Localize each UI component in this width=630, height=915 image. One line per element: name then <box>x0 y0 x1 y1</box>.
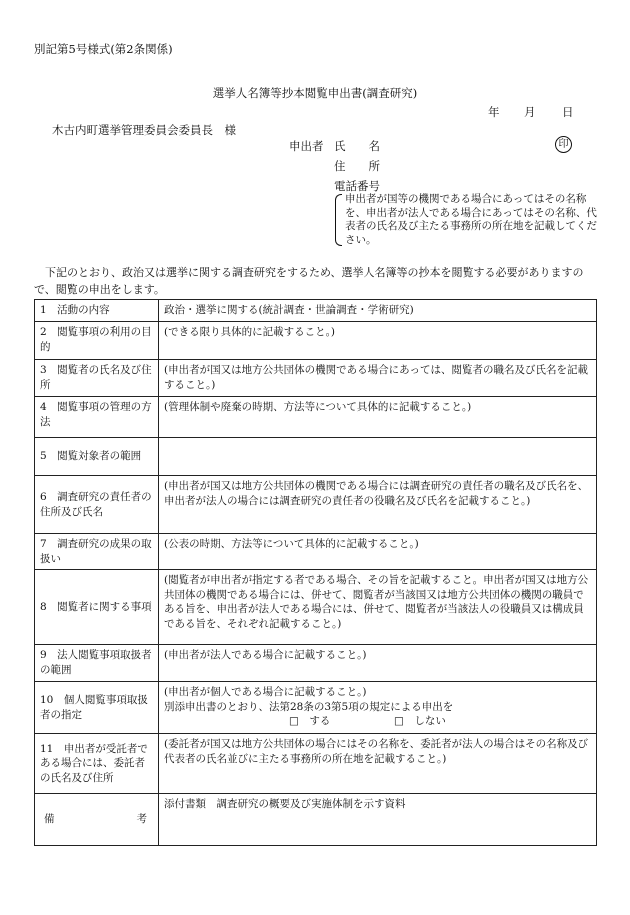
row-label-text: 2 閲覧事項の利用の目的 <box>40 326 152 353</box>
remarks-content[interactable] <box>159 794 597 846</box>
remarks-label-left: 備 <box>44 813 55 826</box>
row-content-text: (閲覧者が申出者が指定する者である場合、その旨を記載すること。申出者が国又は地方公共団体の機関である場合には、併せて、閲覧者が当該国又は地方公共団体の機関の職員である旨を、申出者が法人である場合には、併せて、閲覧者が当該法人の役職員又は構成員である旨を、それぞれ記載すること。) <box>164 574 589 630</box>
applicant-label: 申出者 <box>289 139 324 153</box>
remarks-label-right: 考 <box>136 813 147 826</box>
row-content[interactable] <box>159 734 597 794</box>
row-content[interactable] <box>159 322 597 360</box>
row-content[interactable] <box>159 534 597 570</box>
note-bracket <box>335 194 342 246</box>
row-label-text: 11 申出者が受託者である場合には、委託者の氏名及び住所 <box>40 742 148 784</box>
row-label-text: 5 閲覧対象者の範囲 <box>40 450 142 463</box>
row-content-text: (申出者が法人である場合に記載すること。) <box>164 649 367 661</box>
row-label-text: 10 個人閲覧事項取扱者の指定 <box>40 694 148 721</box>
applicant-address-label: 住 所 <box>334 159 380 173</box>
row-label <box>35 682 159 734</box>
remarks-label-wrap <box>40 812 153 827</box>
row-content-text: (公表の時期、方法等について具体的に記載すること。) <box>164 538 419 550</box>
row-content[interactable] <box>159 300 597 322</box>
table-row <box>35 476 597 534</box>
table-row <box>35 682 597 734</box>
row-content-text: (できる限り具体的に記載すること。) <box>164 326 335 338</box>
row-content[interactable] <box>159 682 597 734</box>
applicant-name-label: 氏 名 <box>334 139 380 153</box>
option-designate[interactable]: □ する <box>289 715 331 727</box>
row-content[interactable] <box>159 645 597 682</box>
row-label <box>35 300 159 322</box>
row-content[interactable] <box>159 476 597 534</box>
date-day-label: 日 <box>562 105 574 119</box>
date-year-label: 年 <box>488 105 500 119</box>
application-table <box>34 299 597 846</box>
document-title: 選挙人名簿等抄本閲覧申出書(調査研究) <box>212 86 418 100</box>
row-label <box>35 360 159 397</box>
table-row <box>35 794 597 846</box>
row-content[interactable] <box>159 570 597 645</box>
row-label <box>35 534 159 570</box>
table-row <box>35 570 597 645</box>
table-row <box>35 534 597 570</box>
row-label <box>35 570 159 645</box>
table-row <box>35 645 597 682</box>
row-content-text: (申出者が個人である場合に記載すること。) <box>164 686 367 698</box>
applicant-note: 申出者が国等の機関である場合にあってはその名称を、申出者が法人である場合にあってはその名称、代表者の氏名及び主たる事務所の所在地を記載してください。 <box>345 193 597 246</box>
row-label-text: 8 閲覧者に関する事項 <box>40 600 152 613</box>
row-label <box>35 734 159 794</box>
option-not-designate[interactable]: □ しない <box>394 715 446 727</box>
row-content-subtext: 別添申出書のとおり、法第28条の3第5項の規定による申出を <box>164 700 454 713</box>
row-content-text: (管理体制や廃棄の時期、方法等について具体的に記載すること。) <box>164 401 472 413</box>
row-label <box>35 322 159 360</box>
table-row <box>35 322 597 360</box>
row-content-text: (委託者が国又は地方公共団体の場合にはその名称を、委託者が法人の場合はその名称及び代表者の氏名並びに主たる事務所の所在地を記載すること。) <box>164 738 589 765</box>
row-label <box>35 645 159 682</box>
remarks-content-text: 添付書類 調査研究の概要及び実施体制を示す資料 <box>164 798 406 810</box>
table-row <box>35 734 597 794</box>
row-label-text: 9 法人閲覧事項取扱者の範囲 <box>40 649 152 676</box>
row-content[interactable] <box>159 438 597 476</box>
table-row <box>35 360 597 397</box>
row-content-text: (申出者が国又は地方公共団体の機関である場合にあっては、閲覧者の職名及び氏名を記載すること。) <box>164 364 588 391</box>
applicant-phone-label: 電話番号 <box>334 179 380 193</box>
addressee: 木古内町選挙管理委員会委員長 様 <box>52 123 236 137</box>
row-label-text: 6 調査研究の責任者の住所及び氏名 <box>40 491 152 518</box>
row-label <box>35 476 159 534</box>
seal-mark: 印 <box>555 136 572 153</box>
row-label <box>35 397 159 438</box>
remarks-label <box>35 794 159 846</box>
table-row <box>35 300 597 322</box>
row-label-text: 3 閲覧者の氏名及び住所 <box>40 364 152 391</box>
row-content-text: (申出者が国又は地方公共団体の機関である場合には調査研究の責任者の職名及び氏名を、申出者が法人の場合には調査研究の責任者の役職名及び氏名を記載すること。) <box>164 480 589 507</box>
row-content[interactable] <box>159 360 597 397</box>
row-content-text: 政治・選挙に関する(統計調査・世論調査・学術研究) <box>164 304 414 316</box>
table-row <box>35 438 597 476</box>
row-content[interactable] <box>159 397 597 438</box>
date-month-label: 月 <box>524 105 536 119</box>
form-number-label: 別記第5号様式(第2条関係) <box>34 42 173 56</box>
designation-choice <box>164 714 591 729</box>
row-label-text: 4 閲覧事項の管理の方法 <box>40 401 152 428</box>
intro-paragraph: 下記のとおり、政治又は選挙に関する調査研究をするため、選挙人名簿等の抄本を閲覧する必要がありますので、閲覧の申出をします。 <box>34 266 584 296</box>
table-row <box>35 397 597 438</box>
row-label-text: 7 調査研究の成果の取扱い <box>40 538 152 565</box>
row-label-text: 1 活動の内容 <box>40 304 110 316</box>
row-label <box>35 438 159 476</box>
